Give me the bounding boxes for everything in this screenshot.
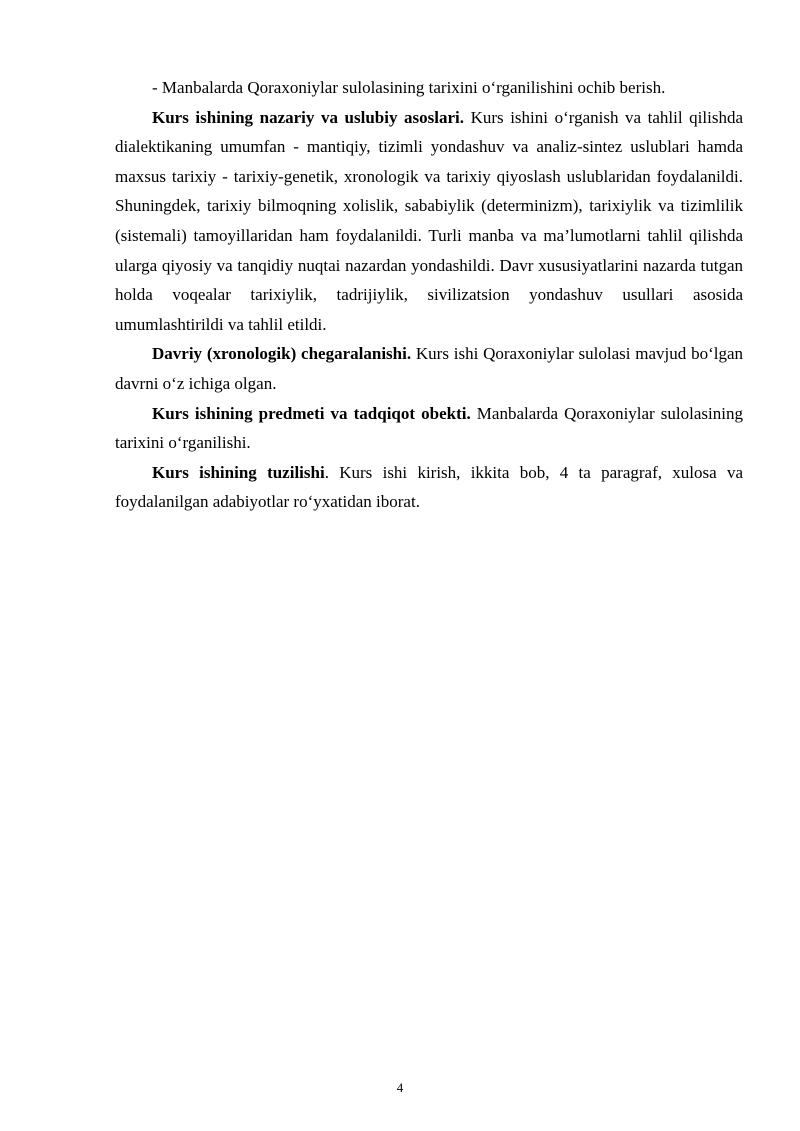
paragraph-text: . Kurs ishi kirish, ikkita bob, 4 ta paragraf, xulosa va foydalanilgan adabiyotlar ro‘yxatidan iborat. xyxy=(115,462,743,512)
paragraph-chronology xyxy=(115,339,743,398)
paragraph-text: Kurs ishini o‘rganish va tahlil qilishda dialektikaning umumfan - mantiqiy, tizimli yondashuv va analiz-sintez uslublari hamda maxsus tarixiy - tarixiy-genetik, xronologik va tarixiy qiyoslash uslublaridan foydalanildi. Shuningdek, tarixiy bilmoqning xolislik, sababiylik (determinizm), tarixiylik va tizimlilik (sistemali) tamoyillaridan ham foydalanildi. Turli manba va ma’lumotlarni tahlil qilishda ularga qiyosiy va tanqidiy nuqtai nazardan yondashildi. Davr xususiyatlarini nazarda tutgan holda voqealar tarixiylik, tadrijiylik, sivilizatsion yondashuv usullari asosida umumlashtirildi va tahlil etildi. xyxy=(115,107,743,334)
paragraph-structure xyxy=(115,458,743,517)
paragraph-text: Kurs ishi Qoraxoniylar sulolasi mavjud bo‘lgan davrni o‘z ichiga olgan. xyxy=(115,344,743,393)
page-body xyxy=(115,73,743,517)
paragraph-text: Manbalarda Qoraxoniylar sulolasining tarixini o‘rganilishi. xyxy=(115,403,743,453)
paragraph-methodology xyxy=(115,103,743,340)
page-number: 4 xyxy=(396,1080,404,1095)
paragraph-heading: Kurs ishining predmeti va tadqiqot obekti. xyxy=(152,403,471,423)
paragraph-text: - Manbalarda Qoraxoniylar sulolasining tarixini o‘rganilishini ochib berish. xyxy=(152,78,666,97)
paragraph-heading: Kurs ishining nazariy va uslubiy asoslari. xyxy=(152,107,465,127)
paragraph-objective-item xyxy=(115,73,743,103)
paragraph-subject-object xyxy=(115,399,743,458)
paragraph-heading: Davriy (xronologik) chegaralanishi. xyxy=(152,344,412,364)
paragraph-heading: Kurs ishining tuzilishi xyxy=(152,462,325,482)
